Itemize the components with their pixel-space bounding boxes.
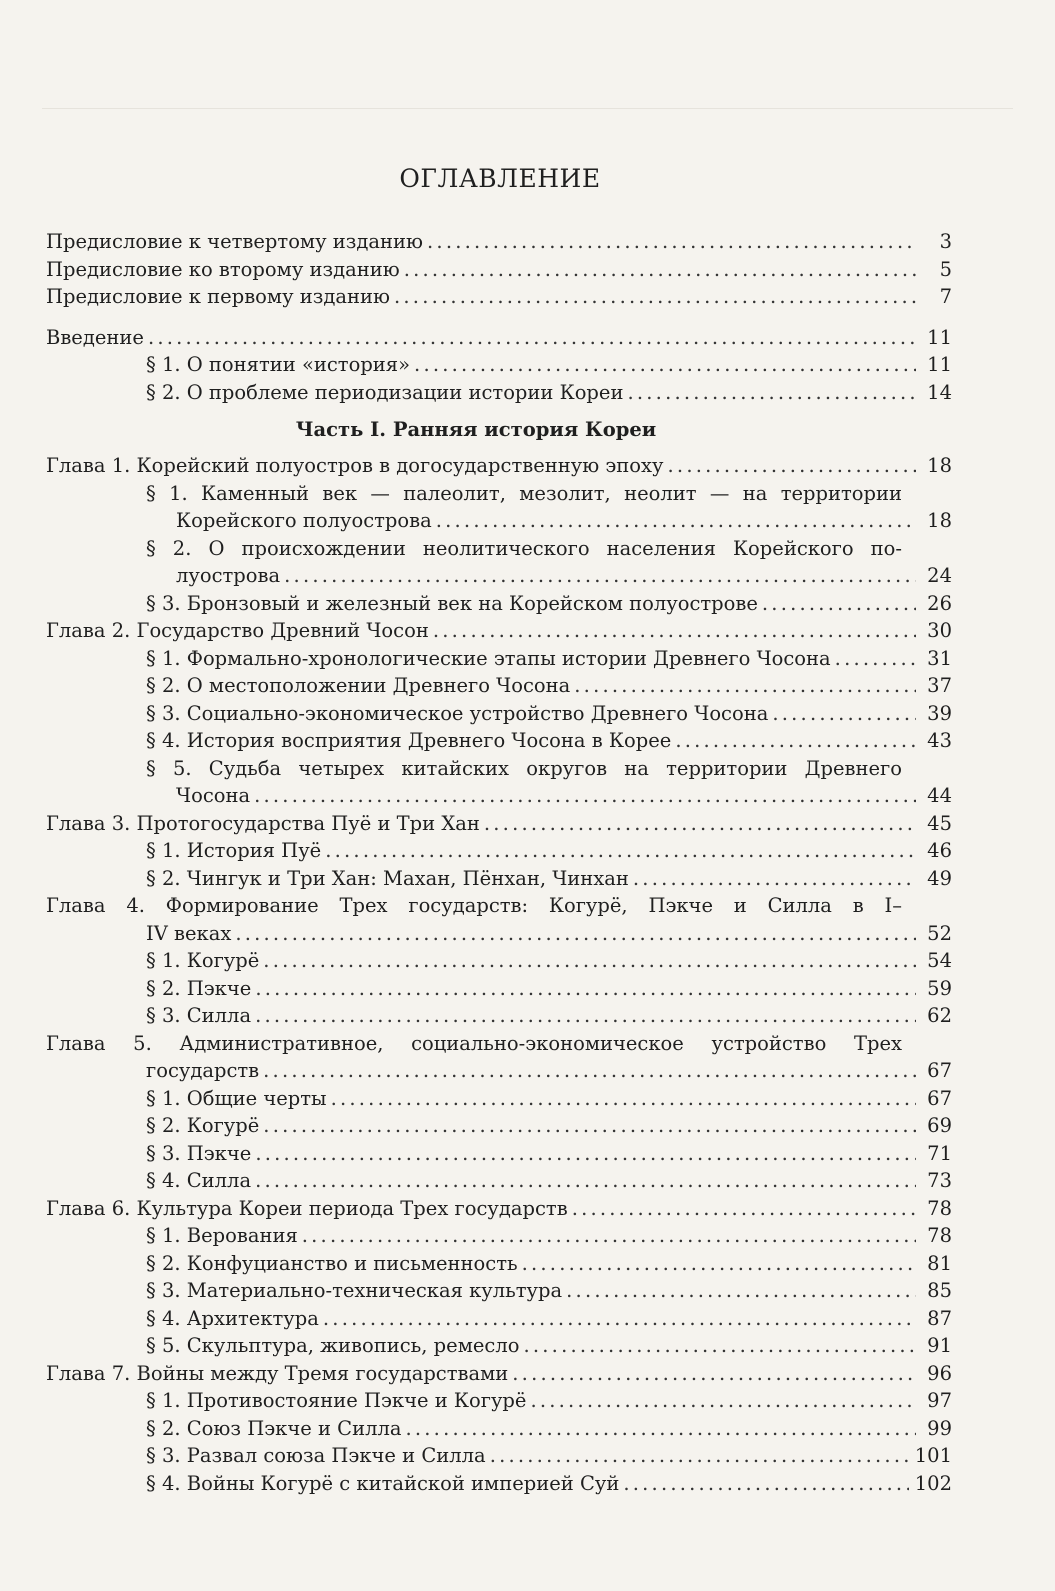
entry-title-line1: Глава 5. Административное, социально-экономическое устройство Трех [46,1031,902,1055]
page-number: 99 [927,1416,952,1440]
page-number: 24 [927,564,952,587]
page-number: 54 [927,949,952,972]
leader-dots [574,672,916,700]
toc-section[interactable] [46,672,952,700]
leader-dots [668,452,916,480]
toc-section[interactable] [46,1442,952,1470]
entry-title: § 2. О местоположении Древнего Чосона [146,674,571,697]
toc-section-multiline[interactable] [46,535,952,590]
entry-title: § 4. История восприятия Древнего Чосона в Корее [146,729,672,752]
page-number: 59 [927,976,952,1000]
toc-section[interactable] [46,700,952,728]
entry-title: § 1. История Пуё [146,839,322,862]
page-number: 26 [927,591,952,615]
page-number: 45 [927,811,952,835]
leader-dots [255,1167,916,1195]
toc-section[interactable] [46,1305,952,1333]
page-number: 69 [927,1114,952,1137]
page-number: 91 [927,1334,952,1357]
entry-title: Глава 2. Государство Древний Чосон [46,619,429,642]
page-title: ОГЛАВЛЕНИЕ [399,164,601,193]
page-number: 78 [927,1196,952,1220]
page-number: 71 [927,1141,952,1165]
toc-entry-preface-4[interactable] [46,228,952,256]
leader-dots [255,1140,916,1168]
leader-dots [490,1442,909,1470]
leader-dots [623,1470,908,1498]
toc-section[interactable] [46,590,952,618]
page-number: 43 [927,729,952,752]
table-of-contents [46,228,952,1497]
leader-dots [284,562,916,590]
leader-dots [235,920,916,948]
page-number: 14 [927,380,952,404]
entry-title-line2: государств [146,1059,260,1082]
toc-section[interactable] [46,351,952,379]
part-heading: Часть I. Ранняя история Кореи [295,418,657,441]
entry-title: § 2. Пэкче [146,976,252,1000]
entry-title: § 2. Чингук и Три Хан: Махан, Пёнхан, Чинхан [146,866,629,890]
toc-chapter[interactable] [46,452,952,480]
page-number: 44 [927,784,952,807]
toc-section[interactable] [46,837,952,865]
leader-dots [762,590,916,618]
entry-title: § 3. Развал союза Пэкче и Силла [146,1444,486,1467]
toc-section[interactable] [46,865,952,893]
toc-section[interactable] [46,1085,952,1113]
toc-entry-preface-2[interactable] [46,256,952,284]
toc-section-multiline[interactable] [46,755,952,810]
entry-title: § 3. Силла [146,1004,252,1027]
entry-title: § 2. О проблеме периодизации истории Кореи [146,380,624,404]
leader-dots [414,351,916,379]
toc-section[interactable] [46,1112,952,1140]
entry-title: § 4. Архитектура [146,1306,319,1330]
leader-dots [835,645,916,673]
entry-title: Глава 3. Протогосударства Пуё и Три Хан [46,811,480,835]
toc-section[interactable] [46,645,952,673]
toc-section[interactable] [46,1222,952,1250]
entry-title-line2: Чосона [176,784,251,807]
entry-title-line2: Корейского полуострова [176,509,432,532]
leader-dots [772,700,916,728]
entry-title-line1: § 2. О происхождении неолитического населения Корейского по- [146,536,902,560]
leader-dots [331,1085,916,1113]
page-number: 81 [927,1251,952,1275]
page-number: 102 [914,1471,952,1495]
leader-dots [436,507,916,535]
page-number: 3 [939,230,952,253]
page-number: 18 [927,509,952,532]
toc-section[interactable] [46,975,952,1003]
entry-title-line2: луострова [176,564,281,587]
entry-title: § 3. Пэкче [146,1141,252,1165]
leader-dots [427,228,916,256]
page-number: 11 [927,353,952,376]
entry-title: Глава 7. Войны между Тремя государствами [46,1361,509,1385]
toc-section-multiline[interactable] [46,480,952,535]
leader-dots [572,1195,916,1223]
page-number: 87 [927,1306,952,1330]
leader-dots [512,1360,916,1388]
toc-section[interactable] [46,1140,952,1168]
entry-title: § 3. Материально-техническая культура [146,1279,563,1302]
entry-title: § 2. Союз Пэкче и Силла [146,1416,402,1440]
leader-dots [627,379,916,407]
page-number: 62 [927,1004,952,1027]
toc-entry-preface-1[interactable] [46,283,952,311]
leader-dots [148,324,916,352]
leader-dots [255,1002,916,1030]
leader-dots [433,617,916,645]
leader-dots [263,1112,916,1140]
toc-chapter[interactable] [46,617,952,645]
leader-dots [263,1057,916,1085]
page-number: 49 [927,866,952,890]
page-number: 73 [927,1169,952,1192]
toc-chapter-multiline[interactable] [46,1030,952,1085]
entry-title-line1: § 1. Каменный век — палеолит, мезолит, неолит — на территории [146,481,902,505]
entry-title: § 4. Силла [146,1169,252,1192]
toc-section[interactable] [46,1387,952,1415]
toc-section[interactable] [46,1277,952,1305]
toc-section[interactable] [46,1167,952,1195]
leader-dots [405,1415,916,1443]
page-number: 97 [927,1389,952,1412]
entry-title: § 1. Противостояние Пэкче и Когурё [146,1389,527,1412]
toc-chapter-multiline[interactable] [46,892,952,947]
toc-section[interactable] [46,379,952,407]
toc-chapter[interactable] [46,1360,952,1388]
page-number: 31 [927,646,952,670]
page-number: 39 [927,701,952,725]
leader-dots [394,283,916,311]
toc-section[interactable] [46,1332,952,1360]
toc-chapter[interactable] [46,810,952,838]
leader-dots [566,1277,916,1305]
page-number: 52 [927,921,952,945]
entry-title: § 2. Когурё [146,1114,260,1137]
page-number: 18 [927,454,952,477]
leader-dots [530,1387,916,1415]
entry-title: § 2. Конфуцианство и письменность [146,1251,518,1275]
entry-title-line1: § 5. Судьба четырех китайских округов на территории Древнего [146,756,902,780]
page-number: 78 [927,1224,952,1247]
page-number: 5 [939,257,952,281]
leader-dots [404,256,916,284]
toc-chapter[interactable] [46,1195,952,1223]
entry-title: § 4. Войны Когурё с китайской империей Суй [146,1471,620,1495]
page-number: 30 [927,619,952,642]
toc-section[interactable] [46,1470,952,1498]
toc-section[interactable] [46,1250,952,1278]
entry-title: § 1. Когурё [146,949,260,972]
leader-dots [484,810,916,838]
entry-title: Глава 1. Корейский полуостров в догосударственную эпоху [46,454,664,477]
page-number: 85 [927,1279,952,1302]
toc-section[interactable] [46,1002,952,1030]
leader-dots [323,1305,916,1333]
page-number: 37 [927,674,952,697]
entry-title: § 1. Формально-хронологические этапы истории Древнего Чосона [146,646,831,670]
page-number: 67 [927,1086,952,1110]
leader-dots [263,947,916,975]
entry-title-line2: IV веках [146,921,232,945]
entry-title: § 1. Общие черты [146,1086,327,1110]
entry-title: Предисловие к первому изданию [46,285,390,308]
page-number: 101 [914,1444,952,1467]
toc-entry-introduction[interactable] [46,324,952,352]
leader-dots [522,1250,916,1278]
leader-dots [255,975,916,1003]
entry-title: Глава 6. Культура Кореи периода Трех государств [46,1196,568,1220]
page-number: 11 [927,325,952,349]
toc-section[interactable] [46,727,952,755]
leader-dots [325,837,916,865]
entry-title: § 3. Бронзовый и железный век на Корейском полуострове [146,591,758,615]
page-number: 46 [927,839,952,862]
entry-title: § 5. Скульптура, живопись, ремесло [146,1334,520,1357]
entry-title: Введение [46,325,144,349]
leader-dots [523,1332,916,1360]
page-number: 7 [939,285,952,308]
leader-dots [302,1222,916,1250]
toc-section[interactable] [46,947,952,975]
entry-title: § 1. О понятии «история» [146,353,411,376]
bleed-through-rule [42,108,1013,109]
entry-title: § 1. Верования [146,1224,298,1247]
entry-title: Предисловие ко второму изданию [46,257,400,281]
leader-dots [254,782,916,810]
leader-dots [675,727,916,755]
entry-title: § 3. Социально-экономическое устройство Древнего Чосона [146,701,769,725]
entry-title-line1: Глава 4. Формирование Трех государств: Когурё, Пэкче и Силла в I– [46,894,902,917]
entry-title: Предисловие к четвертому изданию [46,230,424,253]
toc-section[interactable] [46,1415,952,1443]
page-number: 67 [927,1059,952,1082]
page-number: 96 [927,1361,952,1385]
leader-dots [633,865,916,893]
